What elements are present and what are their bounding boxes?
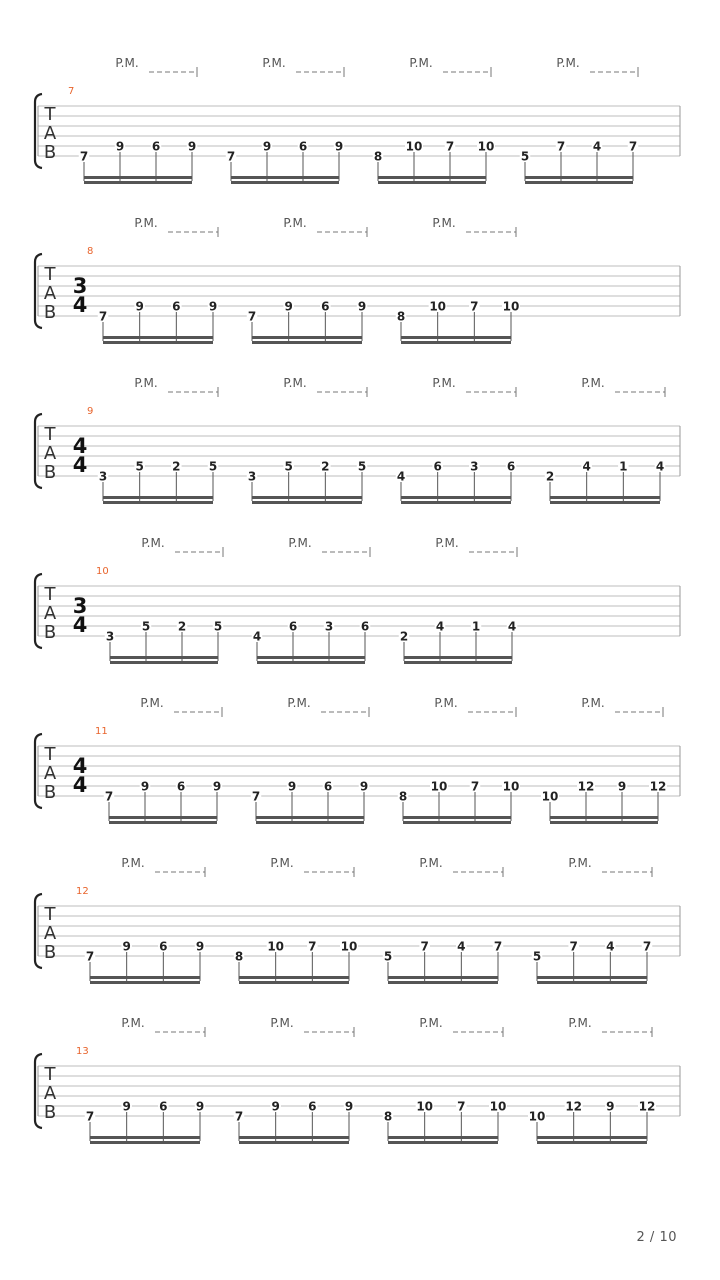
- fret-number: 7: [308, 939, 317, 954]
- fret-number: 6: [323, 779, 333, 794]
- fret-number: 9: [195, 939, 205, 954]
- note-group: [520, 56, 639, 184]
- fret-number: 9: [344, 1099, 354, 1114]
- fret-number: 12: [577, 779, 595, 794]
- note-group: [104, 696, 223, 824]
- measure-number: 13: [76, 1046, 89, 1057]
- beam-secondary: [403, 821, 511, 824]
- fret-number: 1: [619, 459, 628, 474]
- tab-clef-letter: B: [43, 142, 57, 163]
- fret-number: 6: [298, 139, 308, 154]
- fret-number: 6: [360, 619, 370, 634]
- tab-clef-letter: A: [43, 923, 57, 944]
- fret-number: 9: [208, 299, 218, 314]
- fret-number: 9: [357, 299, 367, 314]
- fret-number: 7: [79, 149, 89, 164]
- beam-primary: [550, 496, 660, 499]
- fret-number: 4: [396, 469, 406, 484]
- fret-number: 10: [502, 299, 520, 314]
- tab-clef-letter: A: [43, 603, 57, 624]
- note-group: [234, 1016, 355, 1144]
- fret-number: 8: [234, 949, 244, 964]
- fret-number: 5: [135, 459, 144, 474]
- tab-clef-letter: A: [43, 123, 57, 144]
- beam-primary: [252, 496, 362, 499]
- fret-number: 8: [398, 789, 408, 804]
- fret-number: 9: [262, 139, 272, 154]
- note-group: [541, 696, 667, 824]
- fret-number: 7: [628, 139, 638, 154]
- fret-number: 8: [383, 1109, 393, 1124]
- tab-clef-letter: A: [43, 443, 57, 464]
- fret-number: 2: [399, 629, 409, 644]
- fret-number: 6: [172, 299, 181, 314]
- time-signature-top: 3: [72, 274, 88, 298]
- note-group: [399, 536, 518, 664]
- fret-number: 7: [642, 939, 652, 954]
- tab-system-9: [35, 376, 680, 504]
- time-signature-bottom: 4: [72, 453, 88, 477]
- beam-secondary: [110, 661, 218, 664]
- fret-number: 3: [105, 629, 115, 644]
- tab-system-13: [35, 1016, 680, 1144]
- fret-number: 9: [135, 299, 144, 314]
- beam-secondary: [90, 981, 200, 984]
- palm-mute-label: P.M.: [121, 1016, 145, 1030]
- beam-secondary: [256, 821, 364, 824]
- beam-primary: [110, 656, 218, 659]
- fret-number: 4: [655, 459, 665, 474]
- time-signature-bottom: 4: [72, 293, 88, 317]
- fret-number: 5: [532, 949, 542, 964]
- fret-number: 10: [477, 139, 495, 154]
- fret-number: 9: [212, 779, 222, 794]
- beam-secondary: [90, 1141, 200, 1144]
- tab-system-11: [35, 696, 680, 824]
- beam-secondary: [239, 1141, 349, 1144]
- fret-number: 4: [507, 619, 517, 634]
- beam-secondary: [103, 501, 213, 504]
- palm-mute-label: P.M.: [283, 216, 307, 230]
- measure-number: 12: [76, 886, 89, 897]
- palm-mute-label: P.M.: [435, 536, 459, 550]
- fret-number: 10: [489, 1099, 507, 1114]
- beam-secondary: [84, 181, 192, 184]
- fret-number: 7: [420, 939, 429, 954]
- beam-primary: [403, 816, 511, 819]
- beam-secondary: [537, 981, 647, 984]
- beam-secondary: [378, 181, 486, 184]
- tab-clef-letter: T: [44, 424, 56, 445]
- fret-number: 5: [520, 149, 530, 164]
- tab-clef-letter: B: [43, 302, 57, 323]
- palm-mute-label: P.M.: [432, 216, 456, 230]
- fret-number: 5: [357, 459, 367, 474]
- fret-number: 7: [493, 939, 503, 954]
- measure-number: 7: [68, 86, 75, 97]
- beam-secondary: [388, 981, 498, 984]
- note-group: [98, 216, 219, 344]
- time-signature-top: 4: [72, 754, 88, 778]
- fret-number: 10: [429, 299, 447, 314]
- measure-number: 8: [87, 246, 94, 257]
- beam-secondary: [401, 341, 511, 344]
- palm-mute-label: P.M.: [115, 56, 139, 70]
- note-group: [398, 696, 520, 824]
- note-group: [247, 216, 368, 344]
- fret-number: 10: [430, 779, 448, 794]
- fret-number: 2: [321, 459, 330, 474]
- fret-number: 9: [287, 779, 297, 794]
- palm-mute-label: P.M.: [140, 696, 164, 710]
- palm-mute-label: P.M.: [270, 1016, 294, 1030]
- palm-mute-label: P.M.: [287, 696, 311, 710]
- fret-number: 7: [234, 1109, 244, 1124]
- fret-number: 7: [569, 939, 578, 954]
- fret-number: 5: [383, 949, 393, 964]
- fret-number: 5: [284, 459, 293, 474]
- fret-number: 6: [176, 779, 186, 794]
- beam-secondary: [537, 1141, 647, 1144]
- fret-number: 3: [470, 459, 479, 474]
- fret-number: 8: [396, 309, 406, 324]
- fret-number: 10: [502, 779, 520, 794]
- beam-secondary: [550, 501, 660, 504]
- fret-number: 6: [506, 459, 516, 474]
- fret-number: 6: [288, 619, 298, 634]
- fret-number: 9: [359, 779, 369, 794]
- fret-number: 7: [85, 1109, 95, 1124]
- fret-number: 9: [271, 1099, 280, 1114]
- fret-number: 2: [172, 459, 181, 474]
- beam-secondary: [550, 821, 658, 824]
- fret-number: 5: [141, 619, 151, 634]
- beam-primary: [525, 176, 633, 179]
- fret-number: 6: [321, 299, 330, 314]
- fret-number: 10: [416, 1099, 434, 1114]
- note-group: [252, 536, 371, 664]
- tab-clef-letter: T: [44, 264, 56, 285]
- fret-number: 4: [606, 939, 615, 954]
- fret-number: 6: [159, 1099, 168, 1114]
- palm-mute-label: P.M.: [568, 856, 592, 870]
- beam-secondary: [525, 181, 633, 184]
- palm-mute-label: P.M.: [283, 376, 307, 390]
- beam-primary: [401, 496, 511, 499]
- note-group: [98, 376, 219, 504]
- tab-clef-letter: T: [44, 744, 56, 765]
- fret-number: 7: [457, 1099, 466, 1114]
- palm-mute-label: P.M.: [409, 56, 433, 70]
- fret-number: 9: [115, 139, 125, 154]
- fret-number: 10: [340, 939, 358, 954]
- fret-number: 9: [606, 1099, 615, 1114]
- fret-number: 3: [98, 469, 108, 484]
- note-group: [532, 856, 653, 984]
- beam-primary: [537, 976, 647, 979]
- fret-number: 7: [247, 309, 257, 324]
- fret-number: 10: [541, 789, 559, 804]
- tab-clef-letter: T: [44, 1064, 56, 1085]
- fret-number: 7: [98, 309, 108, 324]
- beam-primary: [84, 176, 192, 179]
- tab-clef-letter: B: [43, 622, 57, 643]
- time-signature-top: 4: [72, 434, 88, 458]
- note-group: [226, 56, 345, 184]
- fret-number: 9: [195, 1099, 205, 1114]
- fret-number: 3: [324, 619, 334, 634]
- note-group: [383, 1016, 507, 1144]
- fret-number: 7: [104, 789, 114, 804]
- fret-number: 9: [122, 939, 131, 954]
- palm-mute-label: P.M.: [121, 856, 145, 870]
- palm-mute-label: P.M.: [432, 376, 456, 390]
- beam-secondary: [252, 341, 362, 344]
- note-group: [545, 376, 666, 504]
- fret-number: 9: [140, 779, 150, 794]
- tab-system-7: [35, 56, 680, 184]
- tab-clef-letter: B: [43, 1102, 57, 1123]
- fret-number: 2: [545, 469, 555, 484]
- palm-mute-label: P.M.: [419, 1016, 443, 1030]
- fret-number: 2: [177, 619, 187, 634]
- palm-mute-label: P.M.: [270, 856, 294, 870]
- palm-mute-label: P.M.: [581, 696, 605, 710]
- measure-number: 10: [96, 566, 109, 577]
- note-group: [234, 856, 358, 984]
- beam-secondary: [257, 661, 365, 664]
- note-group: [105, 536, 224, 664]
- beam-secondary: [231, 181, 339, 184]
- beam-secondary: [109, 821, 217, 824]
- beam-primary: [239, 1136, 349, 1139]
- fret-number: 12: [649, 779, 667, 794]
- fret-number: 7: [85, 949, 95, 964]
- fret-number: 4: [252, 629, 262, 644]
- beam-primary: [401, 336, 511, 339]
- beam-primary: [537, 1136, 647, 1139]
- beam-primary: [103, 336, 213, 339]
- beam-primary: [388, 1136, 498, 1139]
- tab-system-10: [35, 536, 680, 664]
- palm-mute-label: P.M.: [434, 696, 458, 710]
- fret-number: 10: [405, 139, 423, 154]
- palm-mute-label: P.M.: [262, 56, 286, 70]
- note-group: [373, 56, 495, 184]
- fret-number: 9: [617, 779, 627, 794]
- beam-primary: [378, 176, 486, 179]
- fret-number: 4: [457, 939, 466, 954]
- fret-number: 1: [471, 619, 481, 634]
- beam-primary: [252, 336, 362, 339]
- note-group: [85, 1016, 206, 1144]
- fret-number: 6: [433, 459, 442, 474]
- beam-primary: [257, 656, 365, 659]
- palm-mute-label: P.M.: [134, 216, 158, 230]
- fret-number: 7: [470, 779, 480, 794]
- palm-mute-label: P.M.: [419, 856, 443, 870]
- beam-primary: [103, 496, 213, 499]
- note-group: [85, 856, 206, 984]
- note-group: [528, 1016, 656, 1144]
- tab-clef-letter: A: [43, 283, 57, 304]
- note-group: [251, 696, 370, 824]
- beam-primary: [239, 976, 349, 979]
- palm-mute-label: P.M.: [141, 536, 165, 550]
- tab-clef-letter: B: [43, 942, 57, 963]
- tab-clef-letter: B: [43, 462, 57, 483]
- beam-secondary: [252, 501, 362, 504]
- tab-clef-letter: B: [43, 782, 57, 803]
- fret-number: 4: [435, 619, 445, 634]
- beam-secondary: [404, 661, 512, 664]
- beam-secondary: [401, 501, 511, 504]
- note-group: [247, 376, 368, 504]
- fret-number: 9: [122, 1099, 131, 1114]
- measure-number: 11: [95, 726, 108, 737]
- palm-mute-label: P.M.: [288, 536, 312, 550]
- beam-primary: [90, 976, 200, 979]
- fret-number: 4: [582, 459, 591, 474]
- fret-number: 5: [208, 459, 218, 474]
- beam-primary: [256, 816, 364, 819]
- fret-number: 7: [470, 299, 479, 314]
- fret-number: 4: [592, 139, 602, 154]
- tab-clef-letter: T: [44, 904, 56, 925]
- fret-number: 9: [334, 139, 344, 154]
- time-signature-bottom: 4: [72, 613, 88, 637]
- fret-number: 9: [187, 139, 197, 154]
- fret-number: 12: [638, 1099, 656, 1114]
- fret-number: 10: [267, 939, 285, 954]
- fret-number: 5: [213, 619, 223, 634]
- tab-clef-letter: A: [43, 1083, 57, 1104]
- palm-mute-label: P.M.: [568, 1016, 592, 1030]
- measure-number: 9: [87, 406, 94, 417]
- fret-number: 9: [284, 299, 293, 314]
- tab-system-8: [35, 216, 680, 344]
- beam-primary: [404, 656, 512, 659]
- note-group: [79, 56, 198, 184]
- time-signature-bottom: 4: [72, 773, 88, 797]
- palm-mute-label: P.M.: [581, 376, 605, 390]
- tab-system-12: [35, 856, 680, 984]
- fret-number: 8: [373, 149, 383, 164]
- beam-primary: [388, 976, 498, 979]
- fret-number: 7: [556, 139, 566, 154]
- palm-mute-label: P.M.: [134, 376, 158, 390]
- fret-number: 6: [308, 1099, 317, 1114]
- beam-primary: [109, 816, 217, 819]
- note-group: [396, 216, 520, 344]
- fret-number: 7: [445, 139, 455, 154]
- fret-number: 7: [226, 149, 236, 164]
- fret-number: 6: [159, 939, 168, 954]
- fret-number: 6: [151, 139, 161, 154]
- beam-primary: [231, 176, 339, 179]
- page-indicator: 2 / 10: [636, 1230, 677, 1245]
- tab-clef-letter: T: [44, 104, 56, 125]
- tab-clef-letter: A: [43, 763, 57, 784]
- fret-number: 3: [247, 469, 257, 484]
- palm-mute-label: P.M.: [556, 56, 580, 70]
- fret-number: 10: [528, 1109, 546, 1124]
- fret-number: 12: [565, 1099, 583, 1114]
- beam-secondary: [103, 341, 213, 344]
- beam-secondary: [388, 1141, 498, 1144]
- note-group: [383, 856, 504, 984]
- tab-clef-letter: T: [44, 584, 56, 605]
- beam-secondary: [239, 981, 349, 984]
- time-signature-top: 3: [72, 594, 88, 618]
- fret-number: 7: [251, 789, 261, 804]
- beam-primary: [550, 816, 658, 819]
- beam-primary: [90, 1136, 200, 1139]
- note-group: [396, 376, 517, 504]
